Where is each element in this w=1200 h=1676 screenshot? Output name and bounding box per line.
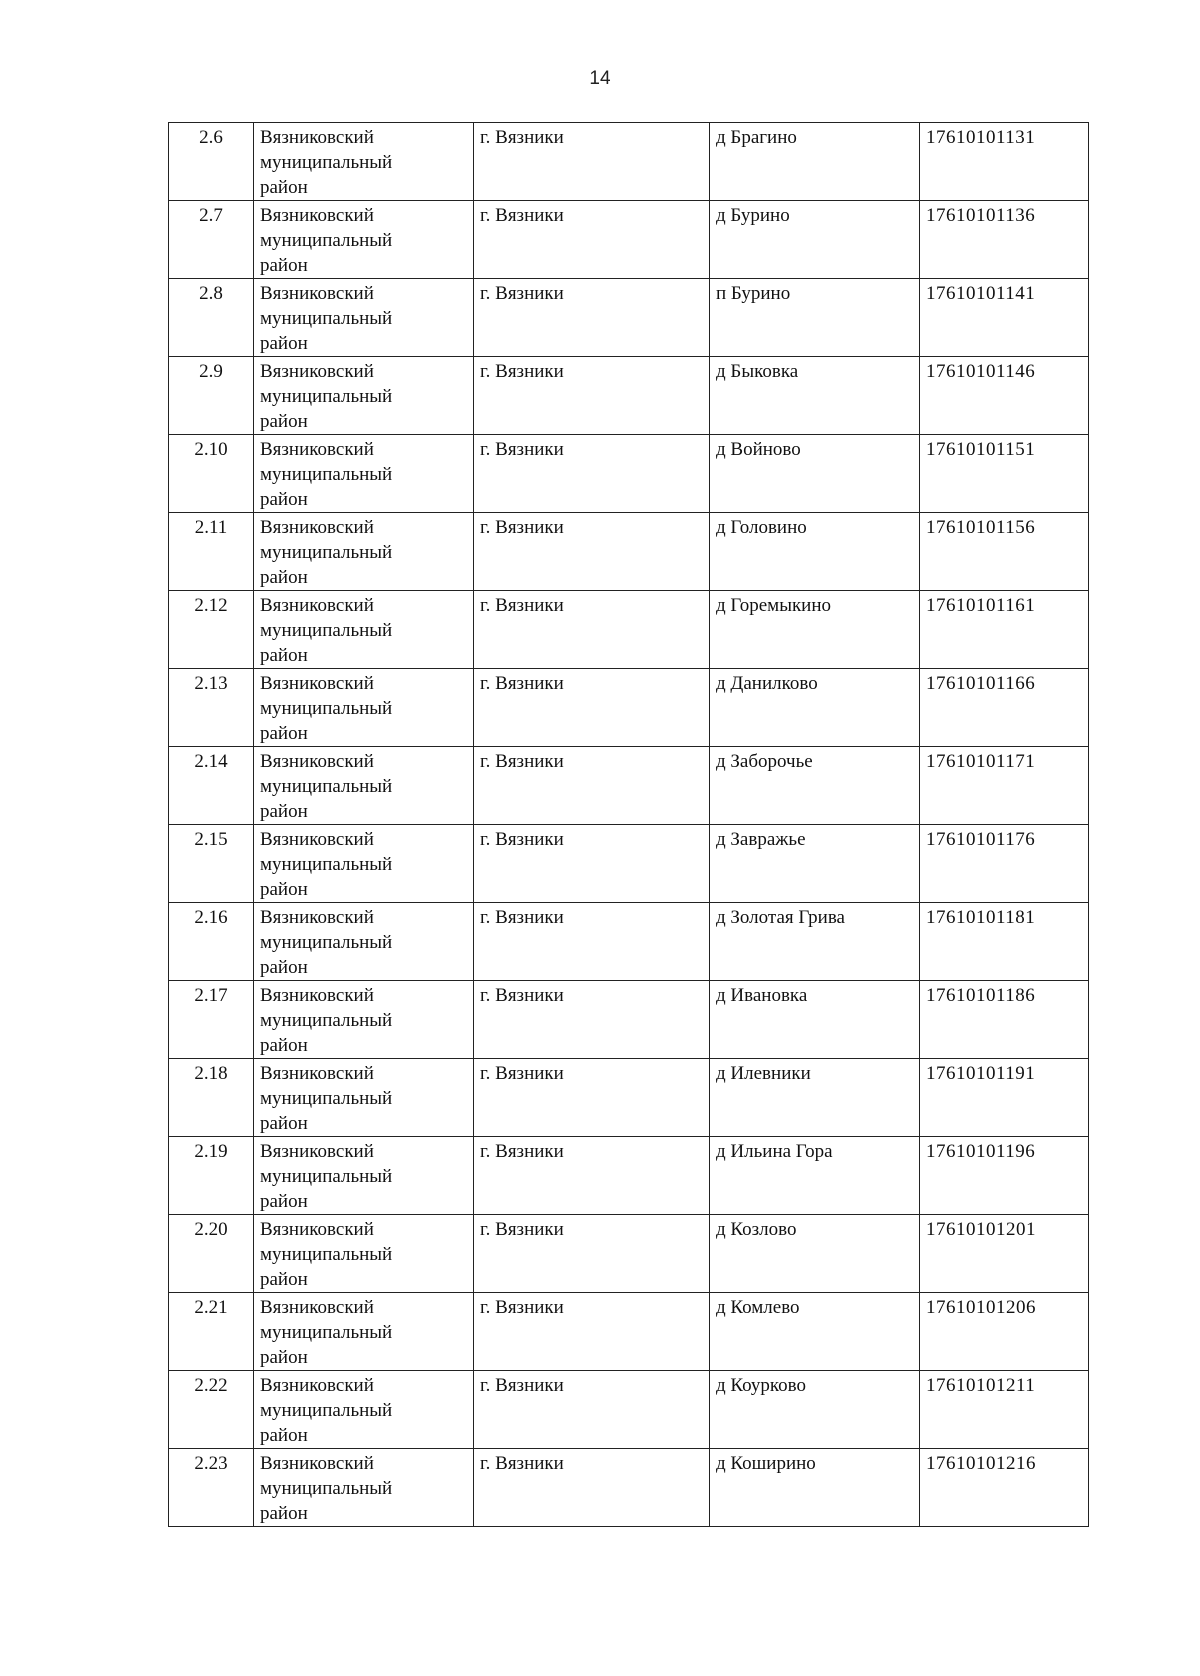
row-number-cell: 2.14 [169, 747, 254, 825]
settlement-cell: д Комлево [710, 1293, 920, 1371]
oktmo-code-cell: 17610101171 [920, 747, 1089, 825]
table-row [169, 981, 1089, 1059]
district-cell [254, 591, 474, 669]
table-row [169, 201, 1089, 279]
city-cell: г. Вязники [474, 1371, 710, 1449]
district-text: Вязниковский муниципальный район [260, 985, 393, 1056]
district-text: Вязниковский муниципальный район [260, 907, 393, 978]
district-text: Вязниковский муниципальный район [260, 751, 393, 822]
settlement-cell: д Коширино [710, 1449, 920, 1527]
settlement-cell: д Завражье [710, 825, 920, 903]
oktmo-code-cell: 17610101161 [920, 591, 1089, 669]
district-text: Вязниковский муниципальный район [260, 1297, 393, 1368]
table-row [169, 357, 1089, 435]
city-cell: г. Вязники [474, 747, 710, 825]
district-cell [254, 981, 474, 1059]
district-cell [254, 825, 474, 903]
table-row [169, 1215, 1089, 1293]
oktmo-code-cell: 17610101141 [920, 279, 1089, 357]
district-cell [254, 669, 474, 747]
district-cell [254, 201, 474, 279]
city-cell: г. Вязники [474, 1215, 710, 1293]
settlement-cell: д Брагино [710, 123, 920, 201]
row-number-cell: 2.21 [169, 1293, 254, 1371]
table-body [169, 123, 1089, 1527]
table-row [169, 1293, 1089, 1371]
oktmo-code-cell: 17610101191 [920, 1059, 1089, 1137]
city-cell: г. Вязники [474, 357, 710, 435]
table-row [169, 747, 1089, 825]
settlement-cell: д Коурково [710, 1371, 920, 1449]
row-number-cell: 2.16 [169, 903, 254, 981]
city-cell: г. Вязники [474, 513, 710, 591]
oktmo-code-cell: 17610101181 [920, 903, 1089, 981]
settlement-cell: д Ильина Гора [710, 1137, 920, 1215]
table-row [169, 1371, 1089, 1449]
oktmo-code-cell: 17610101201 [920, 1215, 1089, 1293]
city-cell: г. Вязники [474, 201, 710, 279]
oktmo-code-cell: 17610101176 [920, 825, 1089, 903]
row-number-cell: 2.6 [169, 123, 254, 201]
settlement-cell: д Заборочье [710, 747, 920, 825]
oktmo-code-cell: 17610101146 [920, 357, 1089, 435]
row-number-cell: 2.12 [169, 591, 254, 669]
oktmo-code-cell: 17610101186 [920, 981, 1089, 1059]
settlement-cell: д Козлово [710, 1215, 920, 1293]
table-row [169, 825, 1089, 903]
row-number-cell: 2.15 [169, 825, 254, 903]
district-text: Вязниковский муниципальный район [260, 517, 393, 588]
row-number-cell: 2.9 [169, 357, 254, 435]
district-text: Вязниковский муниципальный район [260, 1063, 393, 1134]
district-text: Вязниковский муниципальный район [260, 1219, 393, 1290]
row-number-cell: 2.20 [169, 1215, 254, 1293]
settlement-cell: д Золотая Грива [710, 903, 920, 981]
oktmo-code-cell: 17610101196 [920, 1137, 1089, 1215]
row-number-cell: 2.7 [169, 201, 254, 279]
district-text: Вязниковский муниципальный район [260, 829, 393, 900]
district-cell [254, 1293, 474, 1371]
district-cell [254, 435, 474, 513]
district-cell [254, 123, 474, 201]
district-cell [254, 903, 474, 981]
settlement-cell: д Горемыкино [710, 591, 920, 669]
row-number-cell: 2.17 [169, 981, 254, 1059]
settlement-cell: д Быковка [710, 357, 920, 435]
city-cell: г. Вязники [474, 1449, 710, 1527]
city-cell: г. Вязники [474, 903, 710, 981]
row-number-cell: 2.11 [169, 513, 254, 591]
city-cell: г. Вязники [474, 279, 710, 357]
oktmo-code-cell: 17610101151 [920, 435, 1089, 513]
district-cell [254, 1059, 474, 1137]
oktmo-code-cell: 17610101211 [920, 1371, 1089, 1449]
district-text: Вязниковский муниципальный район [260, 361, 393, 432]
oktmo-code-cell: 17610101216 [920, 1449, 1089, 1527]
district-text: Вязниковский муниципальный район [260, 205, 393, 276]
city-cell: г. Вязники [474, 1293, 710, 1371]
district-cell [254, 747, 474, 825]
city-cell: г. Вязники [474, 669, 710, 747]
settlement-cell: п Бурино [710, 279, 920, 357]
city-cell: г. Вязники [474, 591, 710, 669]
settlement-cell: д Ивановка [710, 981, 920, 1059]
table-row [169, 123, 1089, 201]
district-text: Вязниковский муниципальный район [260, 1141, 393, 1212]
row-number-cell: 2.13 [169, 669, 254, 747]
table-row [169, 435, 1089, 513]
city-cell: г. Вязники [474, 435, 710, 513]
city-cell: г. Вязники [474, 1137, 710, 1215]
city-cell: г. Вязники [474, 1059, 710, 1137]
oktmo-code-cell: 17610101166 [920, 669, 1089, 747]
oktmo-code-cell: 17610101156 [920, 513, 1089, 591]
settlement-cell: д Данилково [710, 669, 920, 747]
table-row [169, 1059, 1089, 1137]
city-cell: г. Вязники [474, 123, 710, 201]
row-number-cell: 2.10 [169, 435, 254, 513]
settlement-cell: д Войново [710, 435, 920, 513]
oktmo-code-cell: 17610101131 [920, 123, 1089, 201]
district-cell [254, 1137, 474, 1215]
district-text: Вязниковский муниципальный район [260, 127, 393, 198]
oktmo-code-cell: 17610101206 [920, 1293, 1089, 1371]
district-text: Вязниковский муниципальный район [260, 1375, 393, 1446]
settlement-cell: д Головино [710, 513, 920, 591]
district-text: Вязниковский муниципальный район [260, 439, 393, 510]
district-text: Вязниковский муниципальный район [260, 283, 393, 354]
table-row [169, 669, 1089, 747]
district-cell [254, 1371, 474, 1449]
page-number: 14 [589, 68, 611, 89]
table-row [169, 903, 1089, 981]
district-cell [254, 1215, 474, 1293]
district-cell [254, 1449, 474, 1527]
table-row [169, 591, 1089, 669]
table-row [169, 1449, 1089, 1527]
settlement-cell: д Илевники [710, 1059, 920, 1137]
settlements-table [168, 122, 1089, 1527]
district-text: Вязниковский муниципальный район [260, 1453, 393, 1524]
row-number-cell: 2.23 [169, 1449, 254, 1527]
table-row [169, 1137, 1089, 1215]
city-cell: г. Вязники [474, 981, 710, 1059]
row-number-cell: 2.8 [169, 279, 254, 357]
settlement-cell: д Бурино [710, 201, 920, 279]
oktmo-code-cell: 17610101136 [920, 201, 1089, 279]
district-text: Вязниковский муниципальный район [260, 673, 393, 744]
district-cell [254, 279, 474, 357]
table-row [169, 513, 1089, 591]
district-text: Вязниковский муниципальный район [260, 595, 393, 666]
district-cell [254, 357, 474, 435]
row-number-cell: 2.19 [169, 1137, 254, 1215]
row-number-cell: 2.22 [169, 1371, 254, 1449]
city-cell: г. Вязники [474, 825, 710, 903]
row-number-cell: 2.18 [169, 1059, 254, 1137]
table-row [169, 279, 1089, 357]
district-cell [254, 513, 474, 591]
